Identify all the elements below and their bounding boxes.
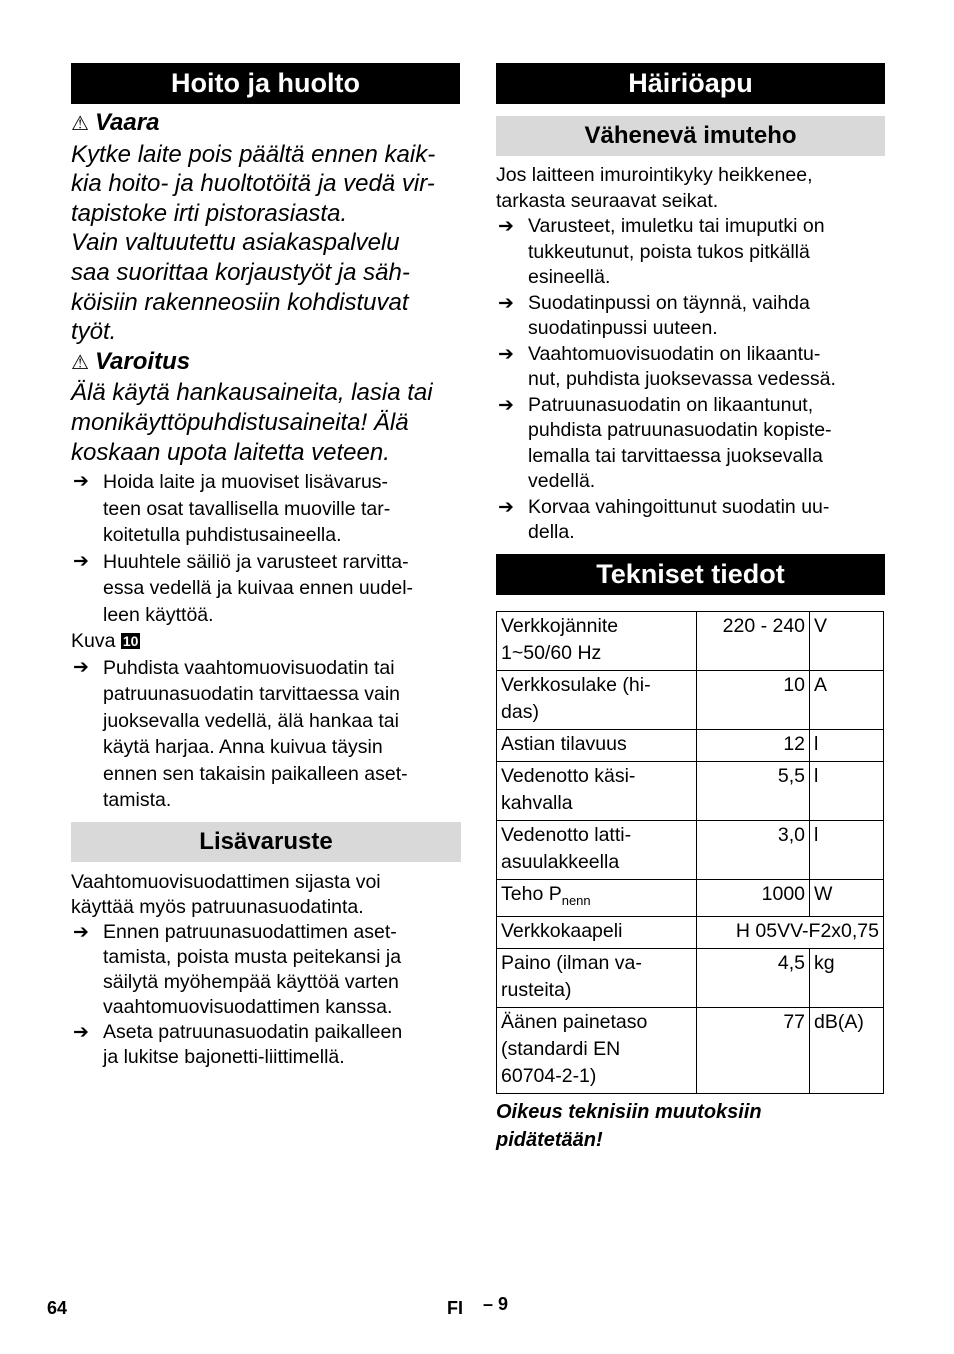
list-item-line: patruunasuodatin tarvittaessa vain: [103, 683, 401, 706]
table-row: [497, 729, 884, 761]
list-item-line: puhdista patruunasuodatin kopiste-: [528, 419, 832, 441]
spec-unit: V: [810, 611, 884, 670]
arrow-right-icon: ➔: [73, 1021, 89, 1043]
spec-value: H 05VV-F2x0,75: [696, 917, 883, 949]
spec-value: 12: [696, 729, 809, 761]
danger-notice: [71, 108, 460, 347]
spec-label-line: Teho $P_{nenn}$: [501, 882, 591, 908]
spec-label: [497, 820, 697, 879]
list-item: [71, 655, 460, 814]
list-item-line: vaahtomuovisuodattimen kanssa.: [103, 995, 393, 1018]
spec-unit: dB(A): [810, 1008, 884, 1094]
arrow-right-icon: ➔: [498, 496, 514, 518]
spec-label-line: (standardi EN: [501, 1038, 621, 1061]
danger-text-line: köisiin rakenneosiin kohdistuvat: [71, 288, 409, 316]
table-row: [497, 670, 884, 729]
list-item-line: Varusteet, imuletku tai imuputki on: [528, 215, 825, 237]
spec-unit: W: [810, 879, 884, 917]
list-item-line: leen käyttöä.: [103, 603, 214, 626]
list-item-line: teen osat tavallisella muoville tar-: [103, 497, 391, 520]
spec-label-line: asuulakkeella: [501, 850, 620, 873]
list-item-line: della.: [528, 521, 575, 543]
intro-line: Jos laitteen imurointikyky heikkenee,: [496, 164, 813, 186]
arrow-right-icon: ➔: [498, 394, 514, 416]
list-item-line: Hoida laite ja muoviset lisävarus-: [103, 471, 389, 494]
spec-label-line: Paino (ilman va-: [501, 952, 642, 975]
arrow-right-icon: ➔: [73, 656, 89, 678]
spec-label: [497, 879, 697, 917]
heading-accessory: Lisävaruste: [71, 822, 461, 862]
list-item: [71, 469, 460, 549]
list-item: [496, 393, 885, 495]
caution-title: Varoitus: [94, 347, 191, 375]
spec-value: 3,0: [696, 820, 809, 879]
list-item-line: tamista.: [103, 789, 172, 812]
arrow-right-icon: ➔: [73, 921, 89, 943]
figure-label: Kuva: [71, 630, 116, 653]
spec-label-subscript: nenn: [561, 892, 591, 908]
accessory-intro: [71, 870, 460, 920]
figure-reference: [71, 628, 460, 655]
caution-text-line: monikäyttöpuhdistusaineita! Älä: [71, 408, 409, 436]
list-item-line: suodatinpussi uuteen.: [528, 317, 718, 339]
danger-text-line: saa suorittaa korjaustyöt ja säh-: [71, 258, 410, 286]
spec-label: [497, 670, 697, 729]
danger-text: [71, 140, 460, 347]
table-row: [497, 917, 884, 949]
heading-technical-data: Tekniset tiedot: [496, 554, 885, 595]
warning-triangle-icon: ⚠: [71, 351, 89, 374]
cleaning-bullet-list: [71, 655, 460, 814]
spec-label-line: Vedenotto käsi-: [501, 764, 636, 787]
list-item: [71, 549, 460, 629]
spec-label: [497, 729, 697, 761]
list-item-line: tamista, poista musta peitekansi ja: [103, 945, 402, 968]
list-item-line: Aseta patruunasuodatin paikalleen: [103, 1020, 403, 1043]
intro-line: Vaahtomuovisuodattimen sijasta voi: [71, 870, 381, 893]
list-item-line: ja lukitse bajonetti-liittimellä.: [103, 1045, 345, 1068]
page-number: 64: [47, 1298, 68, 1318]
list-item-line: nut, puhdista juoksevassa vedessä.: [528, 368, 836, 390]
section-page: – 9: [483, 1294, 509, 1314]
danger-text-line: tapistoke irti pistorasiasta.: [71, 199, 348, 227]
spec-label: [497, 949, 697, 1008]
spec-label-line: 60704-2-1): [501, 1065, 597, 1088]
table-row: [497, 879, 884, 917]
table-row: [497, 820, 884, 879]
language-code: FI: [447, 1298, 463, 1318]
list-item-line: tukkeutunut, poista tukos pitkällä: [528, 240, 810, 263]
list-item-line: käytä harjaa. Anna kuivua täysin: [103, 736, 383, 759]
change-notice: [496, 1098, 885, 1154]
spec-label-line: 1~50/60 Hz: [501, 641, 602, 664]
list-item-line: Patruunasuodatin on likaantunut,: [528, 393, 814, 416]
spec-unit: kg: [810, 949, 884, 1008]
list-item-line: säilytä myöhempää käyttöä varten: [103, 970, 399, 993]
list-item-line: Korvaa vahingoittunut suodatin uu-: [528, 495, 830, 518]
notice-line: Oikeus teknisiin muutoksiin: [496, 1101, 762, 1124]
heading-reduced-suction: Vähenevä imuteho: [496, 116, 885, 156]
spec-label-line: Verkkojännite: [501, 614, 619, 637]
list-item: [71, 920, 460, 1020]
intro-line: käyttää myös patruunasuodatinta.: [71, 895, 364, 918]
list-item-line: vedellä.: [528, 470, 596, 492]
caution-text-line: Älä käytä hankausaineita, lasia tai: [71, 379, 433, 407]
notice-line: pidätetään!: [496, 1129, 603, 1152]
maintenance-bullet-list: [71, 469, 460, 628]
spec-value: 4,5: [696, 949, 809, 1008]
spec-label: [497, 1008, 697, 1094]
list-item-line: Ennen patruunasuodattimen aset-: [103, 920, 397, 943]
spec-unit: l: [810, 820, 884, 879]
arrow-right-icon: ➔: [498, 216, 514, 237]
spec-label-line: Verkkosulake (hi-: [501, 673, 651, 696]
list-item-line: juoksevalla vedellä, älä hankaa tai: [103, 709, 399, 732]
arrow-right-icon: ➔: [498, 292, 514, 314]
list-item-line: lemalla tai tarvittaessa juoksevalla: [528, 444, 823, 467]
list-item-line: Vaahtomuovisuodatin on likaantu-: [528, 342, 821, 365]
danger-text-line: työt.: [71, 318, 117, 346]
spec-label-line: Verkkokaapeli: [501, 920, 623, 943]
spec-label-line: Vedenotto latti-: [501, 823, 632, 846]
warning-triangle-icon: ⚠: [71, 113, 89, 135]
list-item-line: Suodatinpussi on täynnä, vaihda: [528, 291, 810, 314]
table-row: [497, 949, 884, 1008]
arrow-right-icon: ➔: [73, 471, 89, 493]
spec-value: 10: [696, 670, 809, 729]
spec-label: [497, 761, 697, 820]
troubleshooting-intro: [496, 162, 885, 214]
technical-data-table: [496, 611, 884, 1095]
arrow-right-icon: ➔: [498, 343, 514, 365]
spec-value: 220 - 240: [696, 611, 809, 670]
list-item: [496, 342, 885, 393]
spec-unit: l: [810, 761, 884, 820]
list-item: [496, 495, 885, 546]
spec-label-line: rusteita): [501, 979, 572, 1002]
list-item-line: ennen sen takaisin paikalleen aset-: [103, 762, 408, 785]
spec-value: 1000: [696, 879, 809, 917]
accessory-bullet-list: [71, 920, 460, 1070]
spec-unit: A: [810, 670, 884, 729]
arrow-right-icon: ➔: [73, 550, 89, 572]
table-row: [497, 761, 884, 820]
list-item: [496, 291, 885, 342]
list-item: [71, 1020, 460, 1070]
danger-text-line: Kytke laite pois päältä ennen kaik-: [71, 140, 436, 168]
spec-label-line: das): [501, 700, 539, 723]
danger-title: Vaara: [94, 109, 160, 136]
spec-label-line: kahvalla: [501, 791, 573, 814]
list-item-line: esineellä.: [528, 266, 611, 288]
list-item-line: koitetulla puhdistusaineella.: [103, 524, 342, 547]
caution-text: [71, 378, 460, 467]
spec-label: [497, 611, 697, 670]
list-item: [496, 214, 885, 291]
table-row: [497, 1008, 884, 1094]
heading-maintenance: Hoito ja huolto: [71, 63, 460, 104]
danger-text-line: Vain valtuutettu asiakaspalvelu: [71, 229, 400, 257]
list-item-line: Huuhtele säiliö ja varusteet rarvitta-: [103, 550, 409, 573]
right-column: [496, 63, 885, 1154]
spec-label: [497, 917, 697, 949]
danger-text-line: kia hoito- ja huoltotöitä ja vedä vir-: [71, 170, 435, 198]
table-row: [497, 611, 884, 670]
spec-unit: l: [810, 729, 884, 761]
spec-value: 5,5: [696, 761, 809, 820]
list-item-line: Puhdista vaahtomuovisuodatin tai: [103, 656, 395, 679]
intro-line: tarkasta seuraavat seikat.: [496, 190, 719, 212]
spec-label-line: Astian tilavuus: [501, 732, 627, 755]
caution-text-line: koskaan upota laitetta veteen.: [71, 438, 390, 466]
caution-notice: [71, 347, 460, 467]
heading-troubleshooting: Häiriöapu: [496, 63, 885, 104]
spec-label-line: Äänen painetaso: [501, 1011, 648, 1034]
left-column: [71, 63, 460, 1070]
list-item-line: essa vedellä ja kuivaa ennen uudel-: [103, 577, 414, 600]
troubleshooting-bullet-list: [496, 214, 885, 546]
figure-number-icon: 10: [122, 633, 139, 650]
spec-value: 77: [696, 1008, 809, 1094]
